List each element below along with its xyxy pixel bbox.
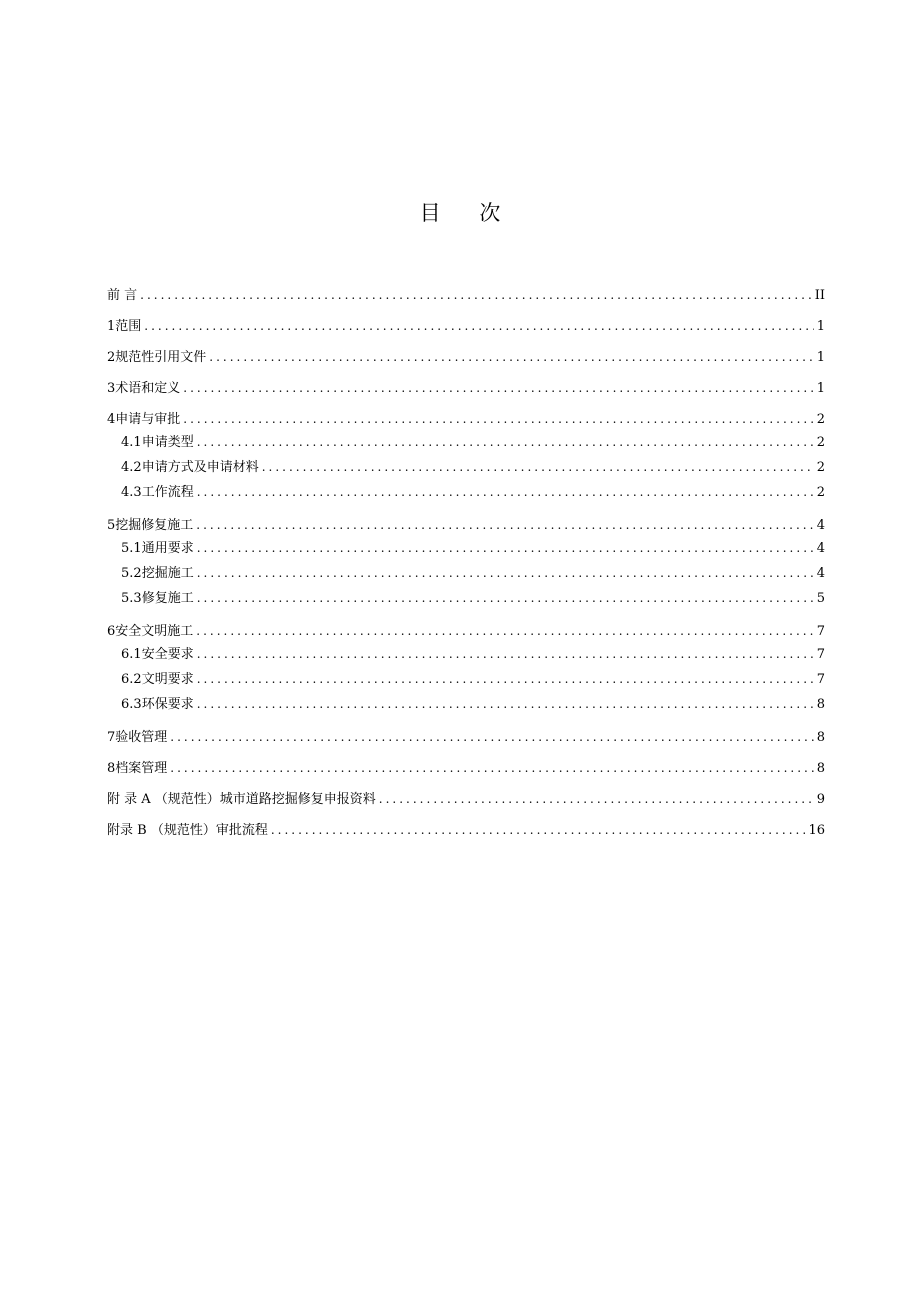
toc-entry-number: 5.1 (121, 541, 142, 556)
dot-leader (262, 458, 814, 477)
dot-leader (197, 645, 814, 664)
dot-leader (183, 377, 813, 400)
toc-entry-number: 6.2 (121, 672, 142, 687)
dot-leader (170, 757, 813, 780)
toc-entry-4[interactable] (107, 408, 825, 433)
toc-entry-foreword[interactable] (107, 284, 825, 315)
dot-leader (183, 408, 813, 431)
toc-entry-page: 8 (816, 761, 825, 776)
toc-entry-page: 5 (816, 591, 825, 606)
toc-entry-label: 3术语和定义 (107, 381, 181, 396)
toc-entry-6-3[interactable] (107, 695, 825, 726)
toc-entry-5[interactable] (107, 514, 825, 539)
dot-leader (170, 726, 813, 749)
dot-leader (197, 670, 814, 689)
toc-entry-page: 1 (816, 381, 825, 396)
toc-entry-label: 7验收管理 (107, 730, 168, 745)
dot-leader (209, 346, 813, 369)
toc-entry-label: 附录 B （规范性）审批流程 (107, 823, 268, 838)
dot-leader (197, 433, 814, 452)
toc-entry-page: 16 (808, 823, 825, 838)
toc-entry-label: 8档案管理 (107, 761, 168, 776)
toc-entry-number: 5.2 (121, 566, 142, 581)
toc-entry-label: 文明要求 (141, 672, 194, 687)
toc-entry-page: 4 (816, 566, 825, 581)
toc-entry-page: 2 (816, 460, 825, 475)
toc-entry-number: 6.1 (121, 647, 142, 662)
toc-entry-label: 环保要求 (141, 697, 194, 712)
toc-entry-2[interactable] (107, 346, 825, 377)
toc-entry-3[interactable] (107, 377, 825, 408)
toc-entry-number: 4.2 (121, 460, 142, 475)
toc-entry-5-2[interactable] (107, 564, 825, 589)
dot-leader (144, 315, 813, 338)
dot-leader (271, 819, 806, 842)
toc-entry-5-3[interactable] (107, 589, 825, 620)
toc-entry-7[interactable] (107, 726, 825, 757)
toc-entry-label: 2规范性引用文件 (107, 350, 207, 365)
toc-entry-4-2[interactable] (107, 458, 825, 483)
dot-leader (196, 620, 813, 643)
toc-entry-label: 前 言 (107, 288, 138, 303)
dot-leader (196, 514, 813, 537)
toc-entry-1[interactable] (107, 315, 825, 346)
toc-entry-label: 1范围 (107, 319, 142, 334)
dot-leader (197, 589, 814, 608)
toc-entry-number: 4.1 (121, 435, 142, 450)
toc-entry-page: 8 (816, 730, 825, 745)
toc-entry-page: 2 (816, 412, 825, 427)
toc-entry-label: 申请方式及申请材料 (141, 460, 259, 475)
toc-entry-page: 9 (816, 792, 825, 807)
toc-entry-4-3[interactable] (107, 483, 825, 514)
toc-entry-label: 申请类型 (141, 435, 194, 450)
toc-entry-8[interactable] (107, 757, 825, 788)
toc-entry-6-1[interactable] (107, 645, 825, 670)
toc-entry-label: 工作流程 (141, 485, 194, 500)
page-title: 目 次 (419, 201, 517, 225)
toc-entry-page: 4 (816, 518, 825, 533)
toc-entry-label: 附 录 A （规范性）城市道路挖掘修复申报资料 (107, 792, 376, 807)
dot-leader (197, 695, 814, 714)
toc-entry-appendix-b[interactable] (107, 819, 825, 850)
dot-leader (379, 788, 814, 811)
dot-leader (197, 483, 814, 502)
toc-entry-number: 5.3 (121, 591, 142, 606)
toc-entry-number: 6.3 (121, 697, 142, 712)
dot-leader (197, 564, 814, 583)
dot-leader (197, 539, 814, 558)
toc-entry-number: 4.3 (121, 485, 142, 500)
toc-entry-page: 1 (816, 350, 825, 365)
toc-entry-label: 6安全文明施工 (107, 624, 194, 639)
toc-entry-5-1[interactable] (107, 539, 825, 564)
toc-entry-page: 7 (816, 672, 825, 687)
toc-entry-label: 5挖掘修复施工 (107, 518, 194, 533)
toc-entry-4-1[interactable] (107, 433, 825, 458)
toc-entry-page: II (814, 288, 825, 303)
toc-entry-label: 修复施工 (141, 591, 194, 606)
toc-entry-page: 4 (816, 541, 825, 556)
toc-entry-page: 8 (816, 697, 825, 712)
toc-entry-page: 1 (816, 319, 825, 334)
toc-entry-label: 4申请与审批 (107, 412, 181, 427)
toc-entry-label: 安全要求 (141, 647, 194, 662)
toc-entry-6-2[interactable] (107, 670, 825, 695)
toc-entry-label: 挖掘施工 (141, 566, 194, 581)
toc-entry-6[interactable] (107, 620, 825, 645)
toc-entry-appendix-a[interactable] (107, 788, 825, 819)
table-of-contents (107, 284, 825, 850)
toc-entry-page: 2 (816, 485, 825, 500)
dot-leader (140, 284, 812, 307)
toc-entry-page: 7 (816, 624, 825, 639)
toc-entry-page: 2 (816, 435, 825, 450)
toc-entry-page: 7 (816, 647, 825, 662)
toc-entry-label: 通用要求 (141, 541, 194, 556)
